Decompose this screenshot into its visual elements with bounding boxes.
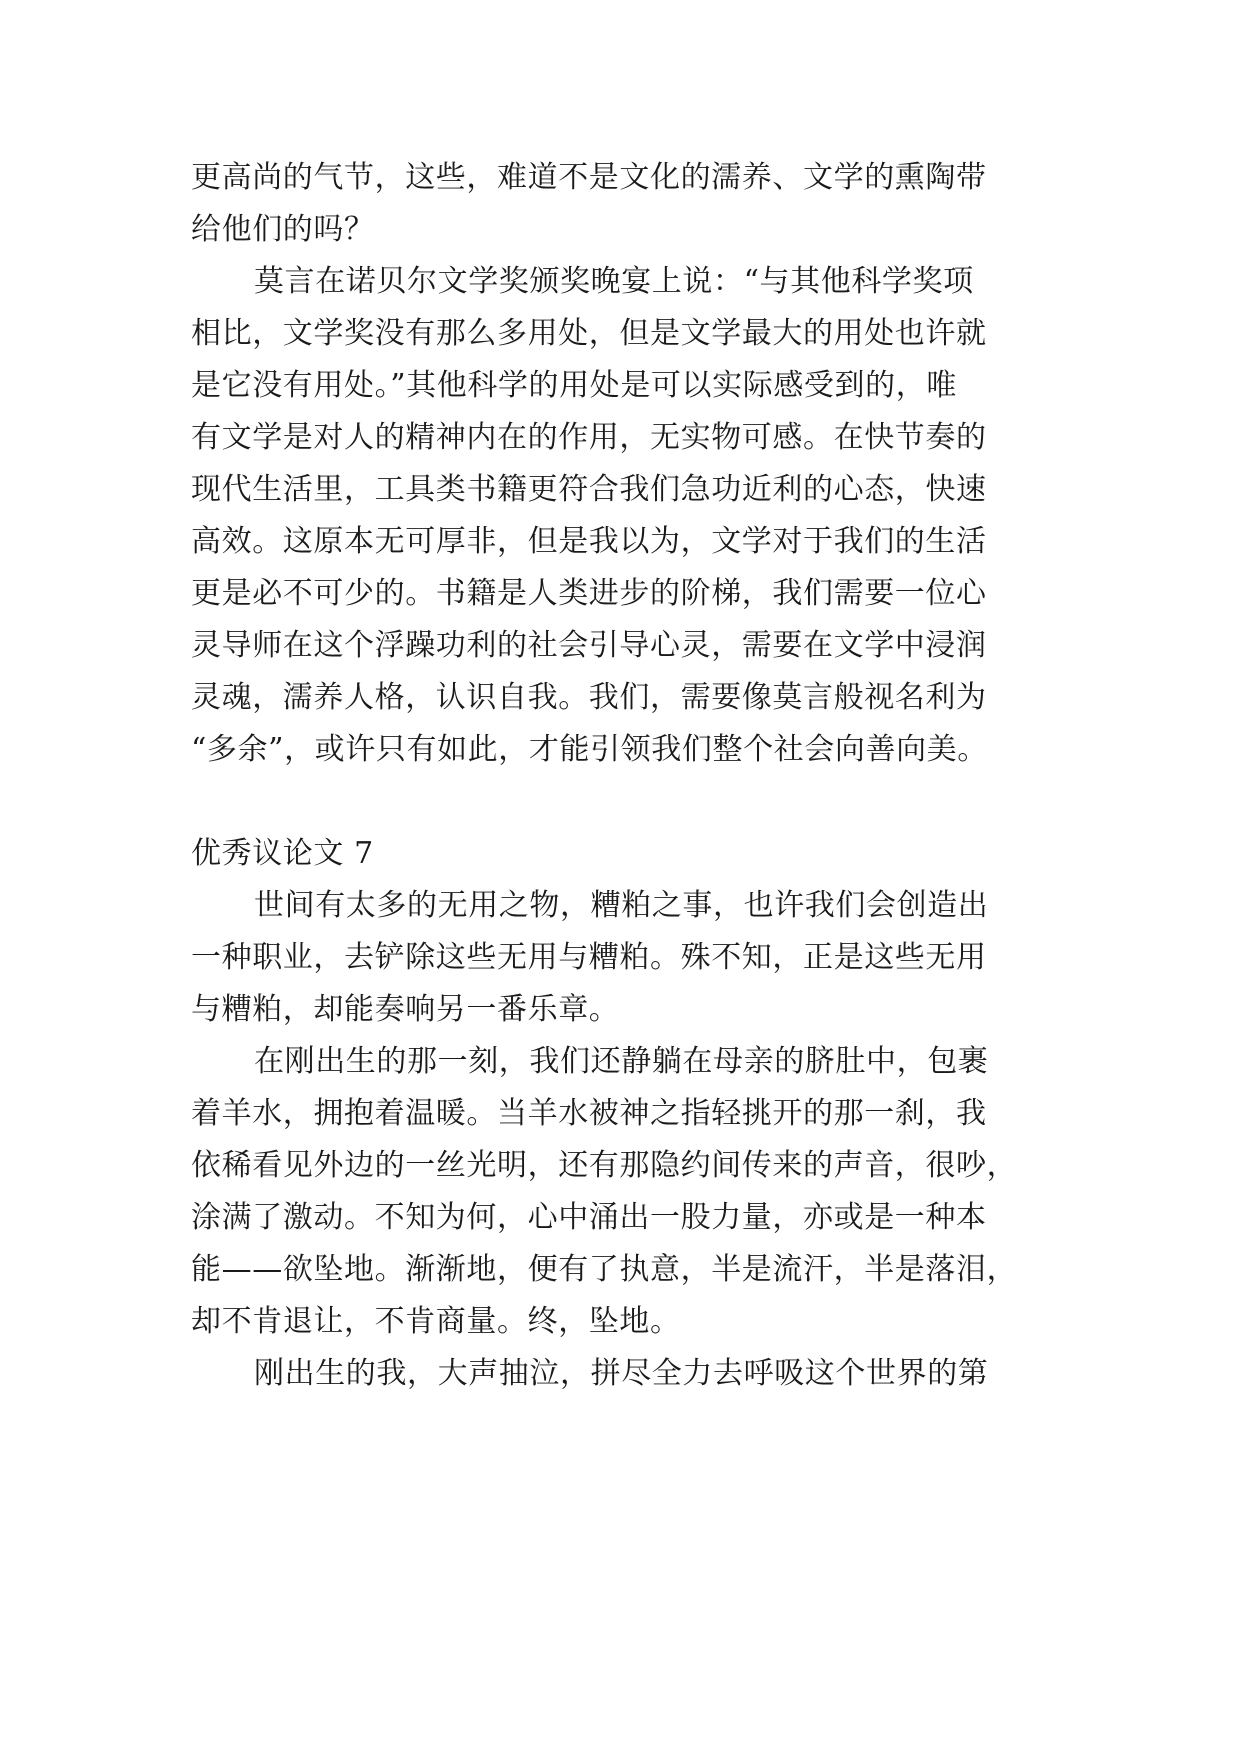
paragraph-first-line: 刚出生的我，大声抽泣，拼尽全力去呼吸这个世界的第 (254, 1356, 989, 1391)
text-line: 是它没有用处。”其他科学的用处是可以实际感受到的，唯 (191, 368, 957, 403)
text-line: 一种职业，去铲除这些无用与糟粕。殊不知，正是这些无用 (191, 940, 987, 975)
paragraph-first-line: 莫言在诺贝尔文学奖颁奖晚宴上说：“与其他科学奖项 (254, 264, 974, 299)
text-line: 灵魂，濡养人格，认识自我。我们，需要像莫言般视名利为 (191, 680, 987, 715)
text-line: 高效。这原本无可厚非，但是我以为，文学对于我们的生活 (191, 524, 987, 559)
paragraph-first-line: 世间有太多的无用之物，糟粕之事，也许我们会创造出 (254, 888, 989, 923)
text-line: 更高尚的气节，这些，难道不是文化的濡养、文学的熏陶带 (191, 160, 987, 195)
text-line: 灵导师在这个浮躁功利的社会引导心灵，需要在文学中浸润 (191, 628, 987, 663)
text-line: 依稀看见外边的一丝光明，还有那隐约间传来的声音，很吵， (191, 1148, 1018, 1183)
text-line: 着羊水，拥抱着温暖。当羊水被神之指轻挑开的那一刹，我 (191, 1096, 987, 1131)
text-line: 现代生活里，工具类书籍更符合我们急功近利的心态，快速 (191, 472, 987, 507)
text-line: 能——欲坠地。渐渐地，便有了执意，半是流汗，半是落泪， (191, 1252, 1018, 1287)
text-line: 与糟粕，却能奏响另一番乐章。 (191, 992, 620, 1027)
paragraph-first-line: 在刚出生的那一刻，我们还静躺在母亲的脐肚中，包裹 (254, 1044, 989, 1079)
text-line: 涂满了激动。不知为何，心中涌出一股力量，亦或是一种本 (191, 1200, 987, 1235)
text-line: 有文学是对人的精神内在的作用，无实物可感。在快节奏的 (191, 420, 987, 455)
text-line: 相比，文学奖没有那么多用处，但是文学最大的用处也许就 (191, 316, 987, 351)
text-line: 给他们的吗？ (191, 212, 375, 247)
section-heading: 优秀议论文 7 (191, 836, 374, 871)
text-line: 却不肯退让，不肯商量。终，坠地。 (191, 1304, 681, 1339)
text-line: 更是必不可少的。书籍是人类进步的阶梯，我们需要一位心 (191, 576, 987, 611)
text-line: “多余”，或许只有如此，才能引领我们整个社会向善向美。 (191, 732, 988, 767)
